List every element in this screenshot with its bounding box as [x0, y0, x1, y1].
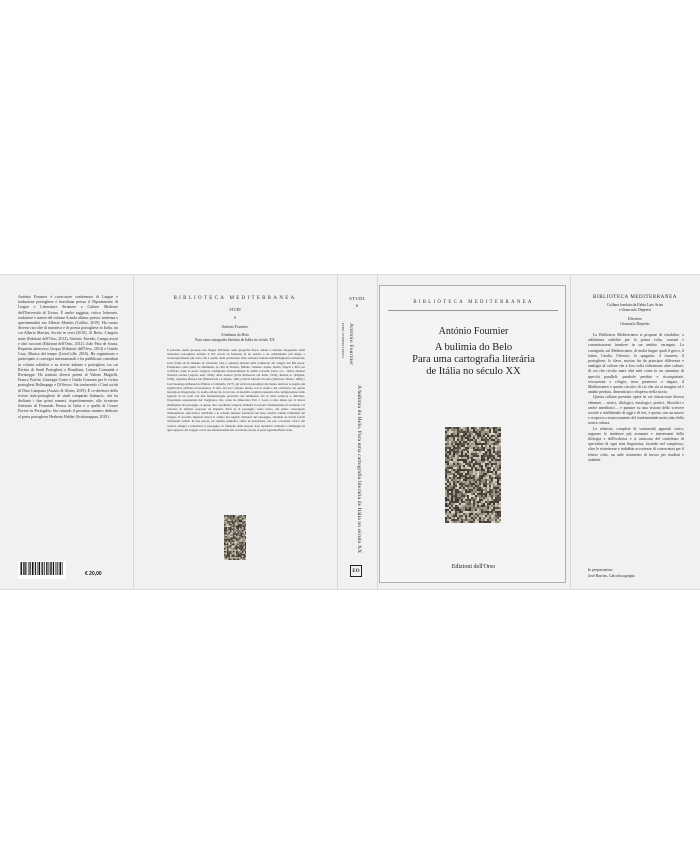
- back-author: António Fournier: [221, 325, 249, 329]
- back-subtitle-line: Para uma cartografia literária de Itália no século XX: [195, 338, 275, 342]
- front-publisher: Edizioni dell'Orso: [451, 564, 496, 570]
- flap-paragraph: La Biblioteca Mediterranea si propone di ristabilire, o addirittura stabilire per la prima volta, contatti e comunicazioni frontiere in un ambito variegato. La contiguità, sul Mediterraneo, di molte lingue quali il greco, il latino, l'arabo, l'ebraico, lo spagnolo, il francese, il portoghese, lo slavo, mostra fin da principio differenze e analogie di culture che a loro volta richiamano altre culture, di cui che rivolto mare altri miti come in un cammino di specchi paralleli: parabole perdute e riconquistate, evocazione e rifugio, terra promessa o negata, il Mediterraneo e questo riscritto di cio che sta ai margini od è andato perduto, dimenticato o disperso nella storia.: [588, 333, 684, 395]
- left-flap: [0, 275, 133, 589]
- publisher-logo-icon: EO: [350, 565, 362, 577]
- back-cover: [133, 275, 337, 589]
- back-series-number: 6: [234, 316, 236, 320]
- front-cover-frame: [379, 285, 566, 583]
- front-title-line: A bulimia do Belo: [434, 342, 513, 353]
- author-bio: António Fournier è ricercatore confermato di Lingue e traduzione portoghese e brasiliana presso il Dipartimento di Lingue e Letterature Straniere e Culture Moderne dell'Università di Torino. È anche saggista, critico letterario, traduttore e autore del volume A anda ultima: poesia, sentenza e sperimentalità em Alberto Martins (Colibri, 2019). Ha curato diverse raccolte di narrativa e di poesia portoghese in Italia, tra cui Alberto Martins, Scritte in versi (2010), Al Berto, L'angelo mute (Edizioni dell'Orso, 2012), António Torrado, Campo avoaí e altri racconti (Edizioni dell'Orso, 2012), João Paiu de Sousa, Requiem attraverso l'acqua (Edizioni dell'Orso, 2014) e Gastão Cruz, Musica del tempo (LietoColle, 2016). Ha organizzato e partecipato a convegni internazionali e ha pubblicato contributi in volumi collettivi e su riviste italiane e portoghesi, tra cui Rivista di Studi Portoghesi e Brasiliani, Letture Comunità e Rivisteppe. Ha tradotto diversi poemi di Valerio Magrelli, Franco Fortini, Giuseppe Conte e Guido Gozzano per le rivista portoghesi Relâmpago e DiVersos. Sta traducendo i Cinti scritti di Dino Campana (Assírio & Alvim, 2019). È co-direttore della rivista italo-portoghese di studi comparati Salmacis, che ha dedicato i due primi numeri, rispettivamente, alla ricezione letteraria di Fernando Pessoa in Italia e a quella di Cesare Pavese in Portogallo. Sta curando il prossimo numero dedicato al poeta portoghese Herberto Helder (Scrittarappan, 2018).: [18, 295, 118, 419]
- flap-paragraph: Le edizioni, complete di sostanziali apparati critici, seguono le tendenze più avanzate e interessanti della filologia e dell'ecdotica e si uniscono del contributo di specialisti di ogni area linguistica, facendo nel complesso, oltre le ristrettezze e indubbie accortezze di conoscenza per il lettore colto, un utile strumento di lavoro per studiosi e studenti.: [588, 426, 684, 462]
- back-series-studi: STUDI: [229, 308, 241, 312]
- spine-title: A bulimia do Belo. Para uma cartografia literária de Itália no século XX: [356, 385, 362, 554]
- cover-illustration: [445, 427, 501, 523]
- book-jacket: [0, 274, 700, 590]
- front-title-line: Para uma cartografia literária: [412, 354, 535, 365]
- front-title-line: de Itália no século XX: [426, 366, 521, 377]
- spine: [337, 275, 377, 589]
- back-series-title: BIBLIOTECA MEDITERRANEA: [173, 296, 297, 301]
- in-preparation-title: José Barrias, Calcolocograpia.: [588, 574, 636, 578]
- spine-author: António Fournier: [348, 323, 354, 366]
- front-cover: [377, 275, 570, 589]
- spine-isbn: ISBN 9788862748953: [341, 323, 345, 359]
- flap-collana: Collana fondata da Fabio Lais Arias: [606, 303, 664, 307]
- barcode: [18, 561, 66, 579]
- flap-director-label: Direttore: [627, 317, 643, 321]
- front-title: [380, 342, 567, 378]
- front-author: António Fournier: [438, 326, 509, 337]
- spine-series-studi: STUDI: [349, 296, 365, 301]
- in-preparation-label: In preparazione: [588, 568, 613, 572]
- right-flap: [570, 275, 700, 589]
- front-divider: [388, 310, 558, 311]
- back-cover-thumbnail: [224, 515, 246, 560]
- back-blurb: Il presente studio propone una mappa dell'Italia come geografia fisica, umana e mentale frequentata dalla letteratura portoghese durante il XX secolo in funzione di un quadro e un ordinamento più ampio e cronologicamente più vasto che è quello della persistenza della tematica italiana nell'immaginario universale, sotto forma di un insieme di attrazioni, idee e opinioni inserite nella tradizione del viaggio nel Bel paese. Prendiamo come punti di riferimento le città di Firenze, Milano, Venezia, Assisi, Roma, Napoli e Pisa per verificare come le stesse vengono configurate letterariamente da Jaime Cortesão (Arte, ecc., 1922), Manuel Teixeira Gomes (Agosto azul, 1904), Abel Salazar (Uma Primavera em Itália, 1934), Rubem A. (Páginia, 1956), Agustina Bessa-Luís (Embaixada a Calígula, 1961), David Mourão-Ferreira (Discurso Direto, 1969) e José Saramago (Manual de Pintura e Caligrafia, 1977), gli scrittori portoghesi che hanno dedicato le pagine più significative all'Italia novecentesca. Il tutto del loro contatto diretto con la realtà e del confronto con questa prestigiosa Imagologia. Lo studio abbraccia, da un lato, la modalità cognitiva inerente alla configurazione dello sguardo di un certo con una fenomenologia pervasiva del sentimento del sé dello scrittore e, dall'altro, l'esperienza sequenziale del viaggiatore che, come ha dimostrato Eric J. Leed, è stato inteso per la lettera intelligente del paesaggio. A questo duo coordinate vengono abbinati il concetto fondamentale di svolazzio e il concetto di turismo proposto da Eugenio Turri ne Il paesaggio come teatro, dal primo convergono l'immaginario apriovistico dell'Italia e lo schema mentale formatosi nel lasso inseriti tramite l'emblema del viaggio. Il secondo riguarda invece il campo dei segnali rivelatori del paesaggio, chiamati da Kevin Lynch riferimenti radiali. In una parola, un sistema semiotico ritmo in interazione con una coscienza critica che osserva, integra e relativizza il paesaggio, in funzione della proprio stato ispirativa culturale e all'insegna di quel rapporto del viaggio con la sua intenzionalità alla vocazione di essi si parla Agustina Bessa-Luís.: [167, 348, 305, 432]
- flap-founders: e Giancarlo Depretis: [618, 308, 652, 312]
- flap-series-title: BIBLIOTECA MEDITERRANEA: [593, 295, 677, 300]
- spine-series-number: 6: [355, 303, 359, 308]
- flap-paragraph: Questa collana presenta opere in cui rintracciare diversi elementi – storici, filologici, etnologici, poetici, filosofici e anche aneddotici – e puntare su una visione dello scrivere sociale e intellettuale di oggi e di ieri, e questo con un nuovo e reciproco riconoscimento del fondamentale meticciato della nostra cultura.: [588, 395, 684, 426]
- flap-series-description: [588, 333, 684, 463]
- flap-director-name: Giancarlo Depretis: [620, 322, 650, 326]
- front-series-title: BIBLIOTECA MEDITERRANEA: [413, 300, 534, 305]
- back-title-line: A bulimia do Belo: [221, 333, 249, 337]
- price-label: € 20,00: [85, 571, 102, 577]
